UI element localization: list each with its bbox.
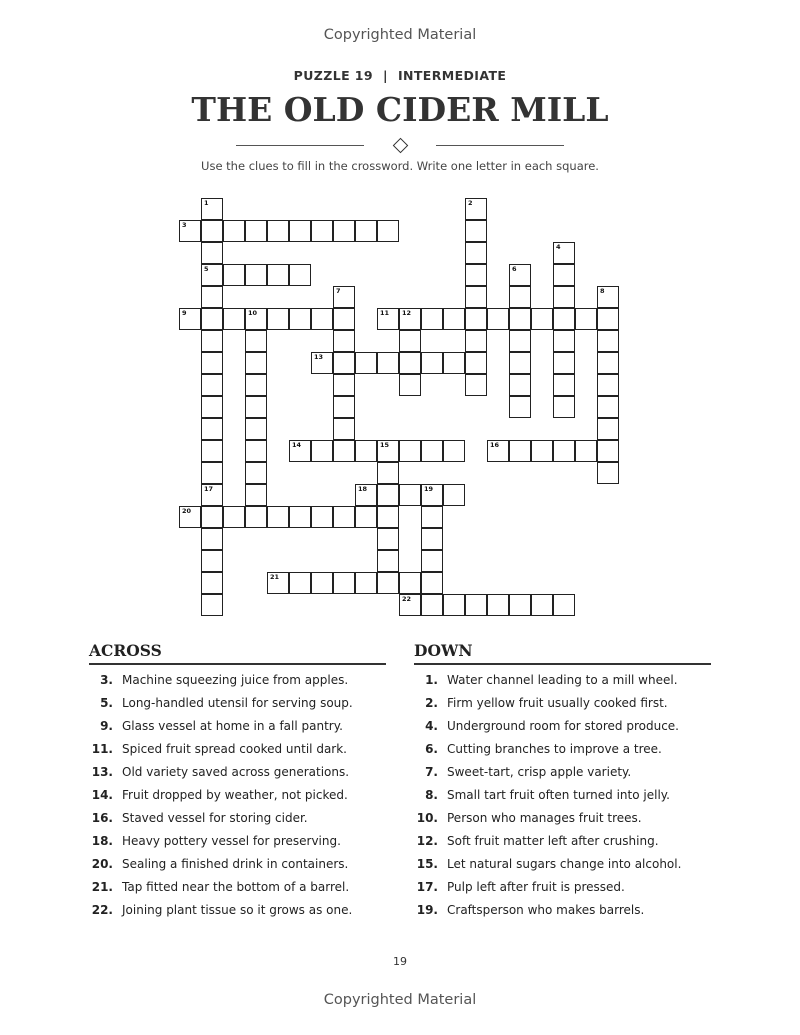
down-clue: [414, 718, 714, 741]
grid-cell[interactable]: [465, 198, 487, 220]
grid-cell[interactable]: [179, 308, 201, 330]
grid-cell[interactable]: [245, 506, 267, 528]
clue-number: 5.: [100, 696, 113, 710]
grid-cell[interactable]: [421, 594, 443, 616]
grid-cell[interactable]: [377, 220, 399, 242]
grid-cell[interactable]: [509, 286, 531, 308]
down-clue-list: [414, 672, 714, 925]
grid-cell[interactable]: [509, 330, 531, 352]
clue-text: Person who manages fruit trees.: [447, 811, 642, 825]
grid-cell[interactable]: [289, 506, 311, 528]
grid-cell[interactable]: [245, 220, 267, 242]
grid-cell[interactable]: [575, 308, 597, 330]
down-clue: [414, 833, 714, 856]
grid-cell[interactable]: [377, 550, 399, 572]
grid-cell[interactable]: [245, 264, 267, 286]
grid-cell[interactable]: [597, 462, 619, 484]
instructions: Use the clues to fill in the crossword. Write one letter in each square.: [201, 159, 599, 173]
clue-number: 19.: [416, 903, 438, 917]
clue-text: Craftsperson who makes barrels.: [447, 903, 645, 917]
grid-cell[interactable]: [355, 572, 377, 594]
grid-cell[interactable]: [201, 418, 223, 440]
grid-cell[interactable]: [443, 594, 465, 616]
clue-text: Fruit dropped by weather, not picked.: [122, 788, 348, 802]
across-clue: [89, 672, 389, 695]
grid-cell[interactable]: [531, 308, 553, 330]
grid-cell[interactable]: [201, 484, 223, 506]
clue-text: Pulp left after fruit is pressed.: [447, 880, 625, 894]
across-clue: [89, 833, 389, 856]
grid-cell[interactable]: [597, 418, 619, 440]
grid-cell[interactable]: [465, 286, 487, 308]
grid-cell[interactable]: [201, 264, 223, 286]
clue-number: 13.: [91, 765, 113, 779]
clue-number: 6.: [425, 742, 438, 756]
clue-number: 16.: [91, 811, 113, 825]
grid-cell[interactable]: [553, 352, 575, 374]
clue-text: Staved vessel for storing cider.: [122, 811, 308, 825]
grid-cell[interactable]: [311, 506, 333, 528]
clue-text: Water channel leading to a mill wheel.: [447, 673, 678, 687]
grid-cell[interactable]: [201, 220, 223, 242]
grid-cell[interactable]: [553, 286, 575, 308]
clue-text: Sealing a finished drink in containers.: [122, 857, 349, 871]
clue-number: 9.: [100, 719, 113, 733]
grid-cell[interactable]: [509, 396, 531, 418]
across-clue: [89, 695, 389, 718]
grid-cell[interactable]: [245, 308, 267, 330]
grid-cell[interactable]: [179, 506, 201, 528]
grid-cell[interactable]: [553, 440, 575, 462]
grid-cell[interactable]: [311, 440, 333, 462]
across-clue: [89, 764, 389, 787]
grid-cell[interactable]: [575, 440, 597, 462]
grid-cell[interactable]: [553, 308, 575, 330]
across-clue-list: [89, 672, 389, 925]
clue-text: Spiced fruit spread cooked until dark.: [122, 742, 347, 756]
clue-number: 8.: [425, 788, 438, 802]
difficulty-level: INTERMEDIATE: [397, 68, 507, 83]
cell-number: 10: [248, 309, 258, 317]
grid-cell[interactable]: [531, 594, 553, 616]
grid-cell[interactable]: [201, 440, 223, 462]
grid-cell[interactable]: [509, 352, 531, 374]
grid-cell[interactable]: [311, 352, 333, 374]
grid-cell[interactable]: [333, 220, 355, 242]
clue-text: Firm yellow fruit usually cooked first.: [447, 696, 668, 710]
grid-cell[interactable]: [465, 330, 487, 352]
clue-number: 3.: [100, 673, 113, 687]
grid-cell[interactable]: [201, 374, 223, 396]
cell-number: 7: [336, 287, 341, 295]
cell-number: 4: [556, 243, 561, 251]
grid-cell[interactable]: [245, 374, 267, 396]
grid-cell[interactable]: [179, 220, 201, 242]
clue-text: Underground room for stored produce.: [447, 719, 679, 733]
grid-cell[interactable]: [201, 506, 223, 528]
grid-cell[interactable]: [267, 264, 289, 286]
grid-cell[interactable]: [377, 572, 399, 594]
down-clue: [414, 810, 714, 833]
grid-cell[interactable]: [509, 308, 531, 330]
grid-cell[interactable]: [421, 440, 443, 462]
grid-cell[interactable]: [245, 418, 267, 440]
grid-cell[interactable]: [399, 440, 421, 462]
grid-cell[interactable]: [201, 308, 223, 330]
down-clue: [414, 787, 714, 810]
copyright-bottom: Copyrighted Material: [323, 992, 477, 1008]
grid-cell[interactable]: [377, 308, 399, 330]
cell-number: 17: [204, 485, 214, 493]
down-clue: [414, 856, 714, 879]
grid-cell[interactable]: [201, 396, 223, 418]
grid-cell[interactable]: [465, 374, 487, 396]
grid-cell[interactable]: [399, 484, 421, 506]
across-clue: [89, 856, 389, 879]
grid-cell[interactable]: [289, 308, 311, 330]
grid-cell[interactable]: [289, 220, 311, 242]
grid-cell[interactable]: [333, 308, 355, 330]
across-clue: [89, 902, 389, 925]
grid-cell[interactable]: [355, 352, 377, 374]
clue-number: 15.: [416, 857, 438, 871]
grid-cell[interactable]: [355, 484, 377, 506]
clue-number: 12.: [416, 834, 438, 848]
grid-cell[interactable]: [487, 440, 509, 462]
grid-cell[interactable]: [421, 484, 443, 506]
across-clue: [89, 810, 389, 833]
grid-cell[interactable]: [201, 550, 223, 572]
clue-text: Old variety saved across generations.: [122, 765, 350, 779]
cell-number: 16: [490, 441, 500, 449]
grid-cell[interactable]: [399, 352, 421, 374]
clue-number: 10.: [416, 811, 438, 825]
grid-cell[interactable]: [399, 330, 421, 352]
grid-cell[interactable]: [553, 396, 575, 418]
cell-number: 5: [204, 265, 209, 273]
grid-cell[interactable]: [245, 396, 267, 418]
clue-text: Heavy pottery vessel for preserving.: [122, 834, 341, 848]
grid-cell[interactable]: [201, 286, 223, 308]
clue-number: 11.: [91, 742, 113, 756]
clue-text: Machine squeezing juice from apples.: [122, 673, 349, 687]
cell-number: 22: [402, 595, 412, 603]
grid-cell[interactable]: [487, 594, 509, 616]
across-clue: [89, 741, 389, 764]
clue-number: 22.: [91, 903, 113, 917]
grid-cell[interactable]: [421, 528, 443, 550]
grid-cell[interactable]: [465, 242, 487, 264]
grid-cell[interactable]: [289, 572, 311, 594]
grid-cell[interactable]: [443, 308, 465, 330]
cell-number: 8: [600, 287, 605, 295]
grid-cell[interactable]: [421, 352, 443, 374]
across-clue: [89, 718, 389, 741]
grid-cell[interactable]: [333, 352, 355, 374]
grid-cell[interactable]: [509, 440, 531, 462]
grid-cell[interactable]: [597, 374, 619, 396]
grid-cell[interactable]: [465, 352, 487, 374]
grid-cell[interactable]: [509, 374, 531, 396]
clue-text: Small tart fruit often turned into jelly.: [447, 788, 670, 802]
grid-cell[interactable]: [531, 440, 553, 462]
grid-cell[interactable]: [443, 352, 465, 374]
clue-number: 18.: [91, 834, 113, 848]
grid-cell[interactable]: [597, 440, 619, 462]
grid-cell[interactable]: [267, 572, 289, 594]
grid-cell[interactable]: [223, 506, 245, 528]
grid-cell[interactable]: [487, 308, 509, 330]
grid-cell[interactable]: [399, 308, 421, 330]
across-clue: [89, 787, 389, 810]
grid-cell[interactable]: [399, 594, 421, 616]
grid-cell[interactable]: [333, 506, 355, 528]
cell-number: 11: [380, 309, 390, 317]
grid-cell[interactable]: [553, 374, 575, 396]
grid-cell[interactable]: [245, 484, 267, 506]
grid-cell[interactable]: [289, 440, 311, 462]
grid-cell[interactable]: [509, 264, 531, 286]
grid-cell[interactable]: [377, 528, 399, 550]
grid-cell[interactable]: [201, 198, 223, 220]
grid-cell[interactable]: [311, 308, 333, 330]
clue-text: Long-handled utensil for serving soup.: [122, 696, 353, 710]
grid-cell[interactable]: [223, 220, 245, 242]
grid-cell[interactable]: [377, 484, 399, 506]
grid-cell[interactable]: [201, 330, 223, 352]
page-title: THE OLD CIDER MILL: [191, 90, 609, 129]
clue-number: 1.: [425, 673, 438, 687]
grid-cell[interactable]: [333, 286, 355, 308]
cell-number: 9: [182, 309, 187, 317]
grid-cell[interactable]: [399, 374, 421, 396]
clue-number: 17.: [416, 880, 438, 894]
grid-cell[interactable]: [553, 264, 575, 286]
grid-cell[interactable]: [399, 572, 421, 594]
grid-cell[interactable]: [597, 308, 619, 330]
grid-cell[interactable]: [377, 462, 399, 484]
clue-text: Joining plant tissue so it grows as one.: [122, 903, 353, 917]
grid-cell[interactable]: [377, 440, 399, 462]
clue-number: 2.: [425, 696, 438, 710]
cell-number: 21: [270, 573, 280, 581]
grid-cell[interactable]: [201, 594, 223, 616]
cell-number: 20: [182, 507, 192, 515]
grid-cell[interactable]: [465, 264, 487, 286]
clue-number: 20.: [91, 857, 113, 871]
cell-number: 3: [182, 221, 187, 229]
grid-cell[interactable]: [443, 440, 465, 462]
grid-cell[interactable]: [553, 594, 575, 616]
grid-cell[interactable]: [421, 550, 443, 572]
grid-cell[interactable]: [267, 220, 289, 242]
cell-number: 13: [314, 353, 324, 361]
cell-number: 18: [358, 485, 368, 493]
grid-cell[interactable]: [245, 330, 267, 352]
grid-cell[interactable]: [267, 308, 289, 330]
puzzle-number: PUZZLE 19: [293, 68, 373, 83]
clue-number: 14.: [91, 788, 113, 802]
clue-text: Sweet-tart, crisp apple variety.: [447, 765, 632, 779]
grid-cell[interactable]: [553, 330, 575, 352]
cell-number: 19: [424, 485, 434, 493]
down-clue: [414, 902, 714, 925]
grid-cell[interactable]: [597, 352, 619, 374]
grid-cell[interactable]: [311, 220, 333, 242]
grid-cell[interactable]: [201, 242, 223, 264]
clue-text: Tap fitted near the bottom of a barrel.: [122, 880, 350, 894]
clue-text: Soft fruit matter left after crushing.: [447, 834, 659, 848]
grid-cell[interactable]: [201, 572, 223, 594]
down-clue: [414, 695, 714, 718]
copyright-top: Copyrighted Material: [323, 27, 477, 43]
grid-cell[interactable]: [465, 308, 487, 330]
grid-cell[interactable]: [355, 440, 377, 462]
down-clue: [414, 879, 714, 902]
cell-number: 14: [292, 441, 302, 449]
grid-cell[interactable]: [245, 462, 267, 484]
grid-cell[interactable]: [201, 352, 223, 374]
grid-cell[interactable]: [201, 462, 223, 484]
header-separator: |: [382, 68, 388, 83]
grid-cell[interactable]: [421, 506, 443, 528]
grid-cell[interactable]: [223, 264, 245, 286]
grid-cell[interactable]: [377, 506, 399, 528]
grid-cell[interactable]: [553, 242, 575, 264]
down-clue: [414, 741, 714, 764]
grid-cell[interactable]: [333, 396, 355, 418]
grid-cell[interactable]: [333, 572, 355, 594]
grid-cell[interactable]: [245, 352, 267, 374]
grid-cell[interactable]: [509, 594, 531, 616]
grid-cell[interactable]: [267, 506, 289, 528]
grid-cell[interactable]: [333, 374, 355, 396]
grid-cell[interactable]: [201, 528, 223, 550]
across-clue: [89, 879, 389, 902]
clue-text: Glass vessel at home in a fall pantry.: [122, 719, 343, 733]
grid-cell[interactable]: [223, 308, 245, 330]
cell-number: 15: [380, 441, 390, 449]
grid-cell[interactable]: [333, 440, 355, 462]
grid-cell[interactable]: [333, 418, 355, 440]
down-clue: [414, 672, 714, 695]
grid-cell[interactable]: [421, 308, 443, 330]
grid-cell[interactable]: [443, 484, 465, 506]
grid-cell[interactable]: [333, 330, 355, 352]
clue-text: Let natural sugars change into alcohol.: [447, 857, 682, 871]
cell-number: 6: [512, 265, 517, 273]
page-number: 19: [393, 955, 407, 968]
grid-cell[interactable]: [465, 594, 487, 616]
grid-cell[interactable]: [597, 396, 619, 418]
grid-cell[interactable]: [311, 572, 333, 594]
grid-cell[interactable]: [377, 352, 399, 374]
cell-number: 1: [204, 199, 209, 207]
cell-number: 2: [468, 199, 473, 207]
grid-cell[interactable]: [597, 286, 619, 308]
grid-cell[interactable]: [245, 440, 267, 462]
clue-number: 7.: [425, 765, 438, 779]
grid-cell[interactable]: [597, 330, 619, 352]
grid-cell[interactable]: [355, 506, 377, 528]
down-heading: DOWN: [414, 641, 711, 665]
clue-number: 4.: [425, 719, 438, 733]
grid-cell[interactable]: [355, 220, 377, 242]
down-clue: [414, 764, 714, 787]
clue-number: 21.: [91, 880, 113, 894]
grid-cell[interactable]: [421, 572, 443, 594]
grid-cell[interactable]: [289, 264, 311, 286]
across-heading: ACROSS: [89, 641, 386, 665]
grid-cell[interactable]: [465, 220, 487, 242]
clue-text: Cutting branches to improve a tree.: [447, 742, 662, 756]
cell-number: 12: [402, 309, 412, 317]
